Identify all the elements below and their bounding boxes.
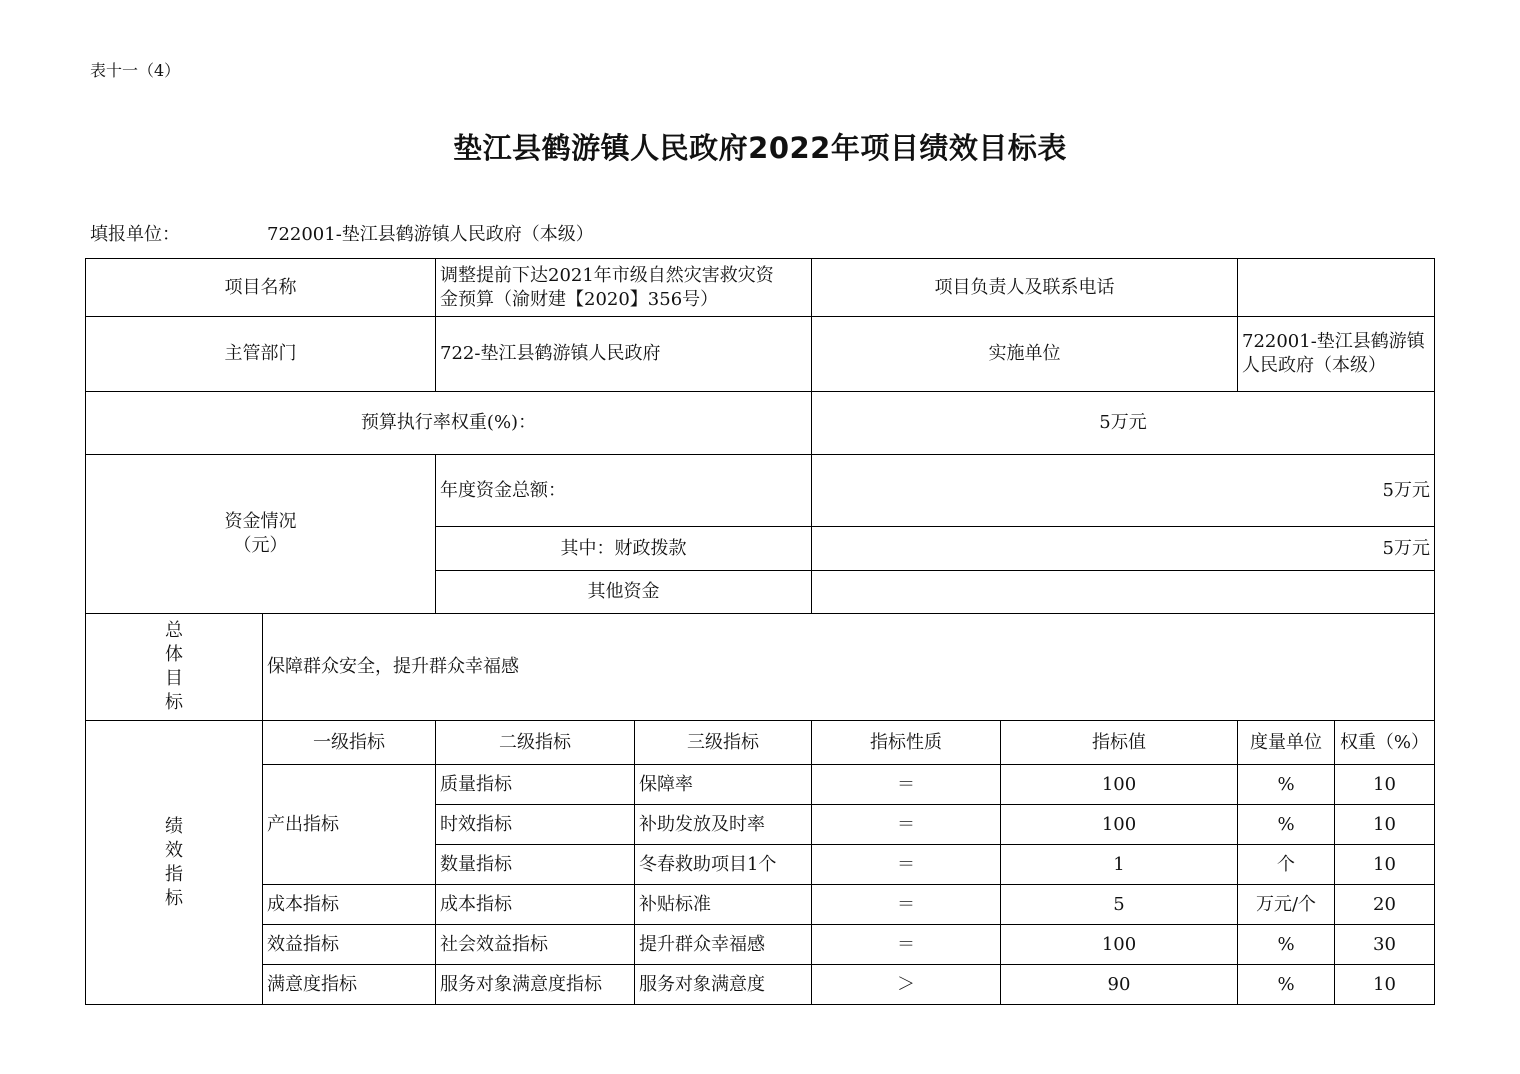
overall-goal-label xyxy=(86,614,263,721)
reporting-unit xyxy=(90,220,594,246)
nature-cell: ＝ xyxy=(812,765,1001,805)
table-row xyxy=(86,965,1435,1005)
header-nature: 指标性质 xyxy=(812,721,1001,765)
value-cell: 90 xyxy=(1001,965,1238,1005)
fiscal-funds-label: 其中：财政拨款 xyxy=(436,527,812,571)
nature-cell: ＝ xyxy=(812,845,1001,885)
annual-funds-value: 5万元 xyxy=(812,455,1435,527)
level2-cell: 社会效益指标 xyxy=(436,925,635,965)
header-value: 指标值 xyxy=(1001,721,1238,765)
weight-cell: 30 xyxy=(1335,925,1435,965)
level2-cell: 数量指标 xyxy=(436,845,635,885)
unit-cell: % xyxy=(1238,965,1335,1005)
department-label: 主管部门 xyxy=(86,317,436,392)
project-name-value xyxy=(436,259,812,317)
indicators-label-char: 标 xyxy=(165,887,183,909)
unit-cell: 个 xyxy=(1238,845,1335,885)
nature-cell: ＝ xyxy=(812,805,1001,845)
nature-cell: ＝ xyxy=(812,885,1001,925)
page-title: 垫江县鹤游镇人民政府2022年项目绩效目标表 xyxy=(453,131,1067,165)
reporting-unit-label: 填报单位： xyxy=(90,224,180,245)
overall-goal-value: 保障群众安全，提升群众幸福感 xyxy=(263,614,1435,721)
overall-goal-char: 体 xyxy=(165,644,183,665)
level3-cell: 保障率 xyxy=(635,765,812,805)
value-cell: 100 xyxy=(1001,805,1238,845)
overall-goal-char: 标 xyxy=(165,692,183,713)
fiscal-funds-value: 5万元 xyxy=(812,527,1435,571)
other-funds-value xyxy=(812,571,1435,614)
header-level1: 一级指标 xyxy=(263,721,436,765)
project-name-label: 项目名称 xyxy=(86,259,436,317)
funds-label xyxy=(86,455,436,614)
table-row xyxy=(86,885,1435,925)
annual-funds-label: 年度资金总额： xyxy=(436,455,812,527)
weight-cell: 20 xyxy=(1335,885,1435,925)
indicators-label-char: 绩 xyxy=(165,815,183,837)
weight-cell: 10 xyxy=(1335,965,1435,1005)
value-cell: 1 xyxy=(1001,845,1238,885)
project-name-line2: 金预算（渝财建【2020】356号） xyxy=(440,288,719,310)
indicators-label xyxy=(86,721,263,1005)
level3-cell: 冬春救助项目1个 xyxy=(635,845,812,885)
weight-cell: 10 xyxy=(1335,805,1435,845)
weight-cell: 10 xyxy=(1335,845,1435,885)
budget-rate-label: 预算执行率权重(%)： xyxy=(86,392,812,455)
level2-cell: 时效指标 xyxy=(436,805,635,845)
indicators-label-char: 效 xyxy=(165,839,183,861)
row-budget-rate xyxy=(86,392,1435,455)
unit-cell: % xyxy=(1238,805,1335,845)
level3-cell: 提升群众幸福感 xyxy=(635,925,812,965)
header-unit: 度量单位 xyxy=(1238,721,1335,765)
reporting-unit-value: 722001-垫江县鹤游镇人民政府（本级） xyxy=(267,224,594,245)
project-name-line1: 调整提前下达2021年市级自然灾害救灾资 xyxy=(440,264,774,286)
nature-cell: ＝ xyxy=(812,925,1001,965)
nature-cell: ＞ xyxy=(812,965,1001,1005)
budget-rate-value: 5万元 xyxy=(812,392,1435,455)
row-project-name xyxy=(86,259,1435,317)
overall-goal-char: 目 xyxy=(165,668,183,689)
value-cell: 100 xyxy=(1001,925,1238,965)
funds-label-line2: （元） xyxy=(233,535,288,556)
header-weight: 权重（%） xyxy=(1335,721,1435,765)
department-value: 722-垫江县鹤游镇人民政府 xyxy=(436,317,812,392)
group-output: 产出指标 xyxy=(263,765,436,885)
level2-cell: 服务对象满意度指标 xyxy=(436,965,635,1005)
other-funds-label: 其他资金 xyxy=(436,571,812,614)
implementing-unit-value xyxy=(1238,317,1435,392)
level2-cell: 成本指标 xyxy=(436,885,635,925)
unit-cell: % xyxy=(1238,765,1335,805)
table-number-note: 表十一（4） xyxy=(90,61,181,80)
unit-cell: % xyxy=(1238,925,1335,965)
table-row xyxy=(86,765,1435,805)
level3-cell: 补助发放及时率 xyxy=(635,805,812,845)
contact-label: 项目负责人及联系电话 xyxy=(812,259,1238,317)
funds-label-line1: 资金情况 xyxy=(224,511,297,532)
table-row xyxy=(86,925,1435,965)
overall-goal-char: 总 xyxy=(165,620,183,641)
unit-cell: 万元/个 xyxy=(1238,885,1335,925)
implementing-unit-line1: 722001-垫江县鹤游镇 xyxy=(1242,331,1425,352)
row-annual-funds xyxy=(86,455,1435,527)
header-level3: 三级指标 xyxy=(635,721,812,765)
row-overall-goal xyxy=(86,614,1435,721)
group-benefit: 效益指标 xyxy=(263,925,436,965)
implementing-unit-label: 实施单位 xyxy=(812,317,1238,392)
level3-cell: 服务对象满意度 xyxy=(635,965,812,1005)
implementing-unit-line2: 人民政府（本级） xyxy=(1242,355,1386,376)
performance-goal-table xyxy=(85,258,1435,1005)
row-department xyxy=(86,317,1435,392)
group-cost: 成本指标 xyxy=(263,885,436,925)
contact-value xyxy=(1238,259,1435,317)
value-cell: 5 xyxy=(1001,885,1238,925)
header-level2: 二级指标 xyxy=(436,721,635,765)
level2-cell: 质量指标 xyxy=(436,765,635,805)
indicator-header-row xyxy=(86,721,1435,765)
indicators-label-char: 指 xyxy=(165,863,183,885)
value-cell: 100 xyxy=(1001,765,1238,805)
weight-cell: 10 xyxy=(1335,765,1435,805)
level3-cell: 补贴标准 xyxy=(635,885,812,925)
group-satisfaction: 满意度指标 xyxy=(263,965,436,1005)
